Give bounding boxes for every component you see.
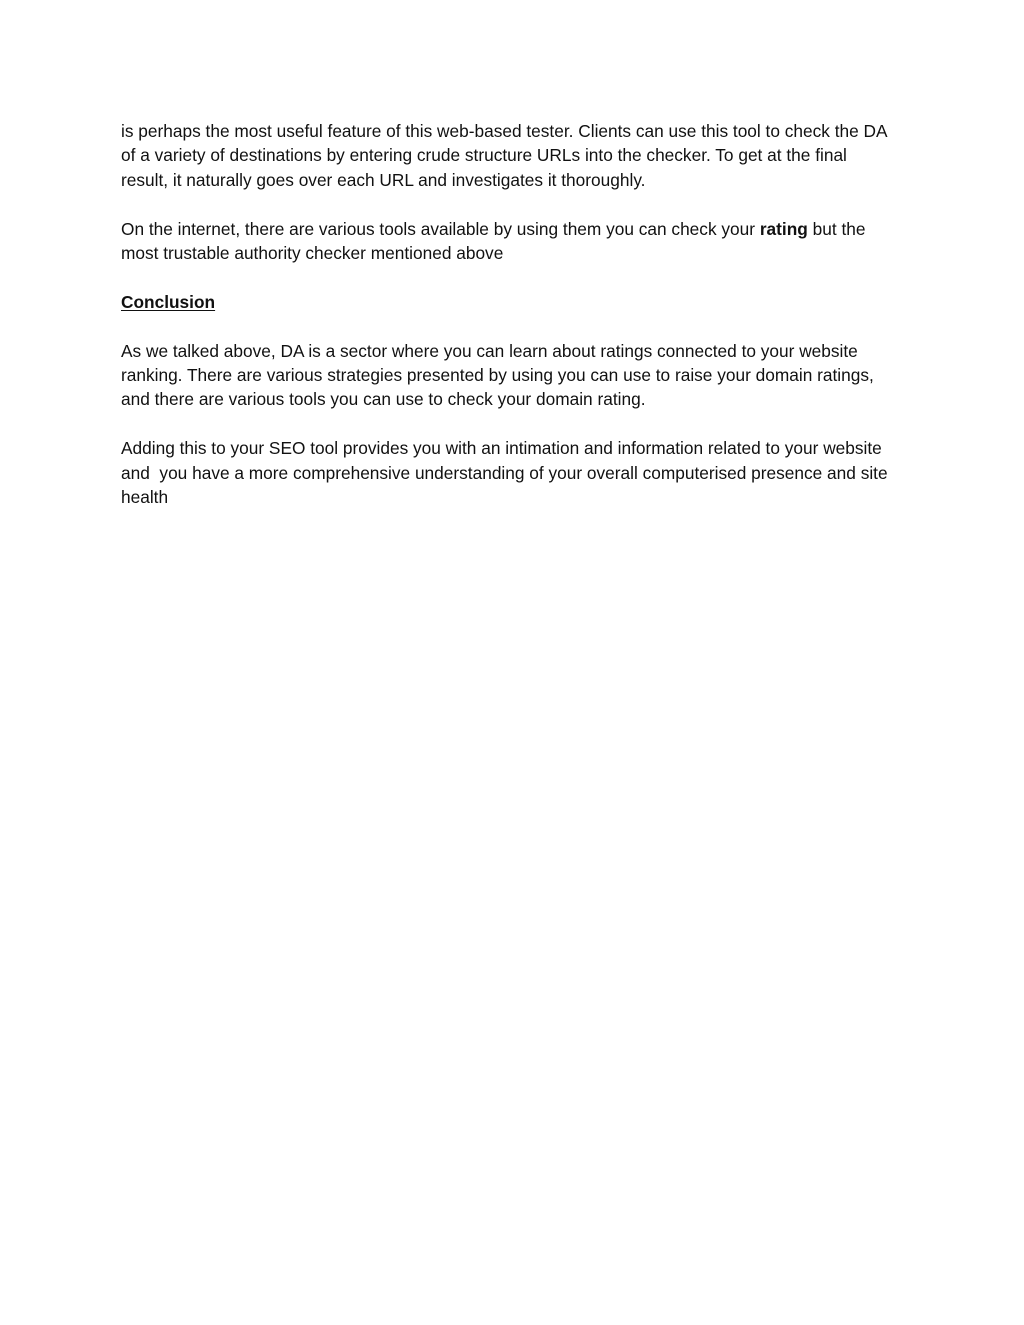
paragraph-internet-tools-text-before: On the internet, there are various tools available by using them you can check your xyxy=(121,218,760,239)
paragraph-tool-feature: is perhaps the most useful feature of this web-based tester. Clients can use this tool to check the DA of a variety of destinations by entering crude structure URLs into the checker. To get at the final result, it naturally goes over each URL and investigates it thoroughly. xyxy=(121,121,887,190)
paragraph-conclusion-summary: As we talked above, DA is a sector where you can learn about ratings connected to your website ranking. There are various strategies presented by using you can use to raise your domain ratings, and there are various tools you can use to check your domain rating. xyxy=(121,340,874,410)
bold-word-rating: rating xyxy=(759,218,808,239)
paragraph-seo-tool: Adding this to your SEO tool provides you with an intimation and information related to your website and you have a more comprehensive understanding of your overall computerised presence and site health xyxy=(121,438,893,508)
paragraph-internet-tools-text-after: but the most trustable authority checker mentioned above xyxy=(121,218,866,264)
paragraph-internet-tools xyxy=(121,217,896,266)
document-body xyxy=(121,119,896,534)
conclusion-heading: Conclusion xyxy=(121,291,216,312)
